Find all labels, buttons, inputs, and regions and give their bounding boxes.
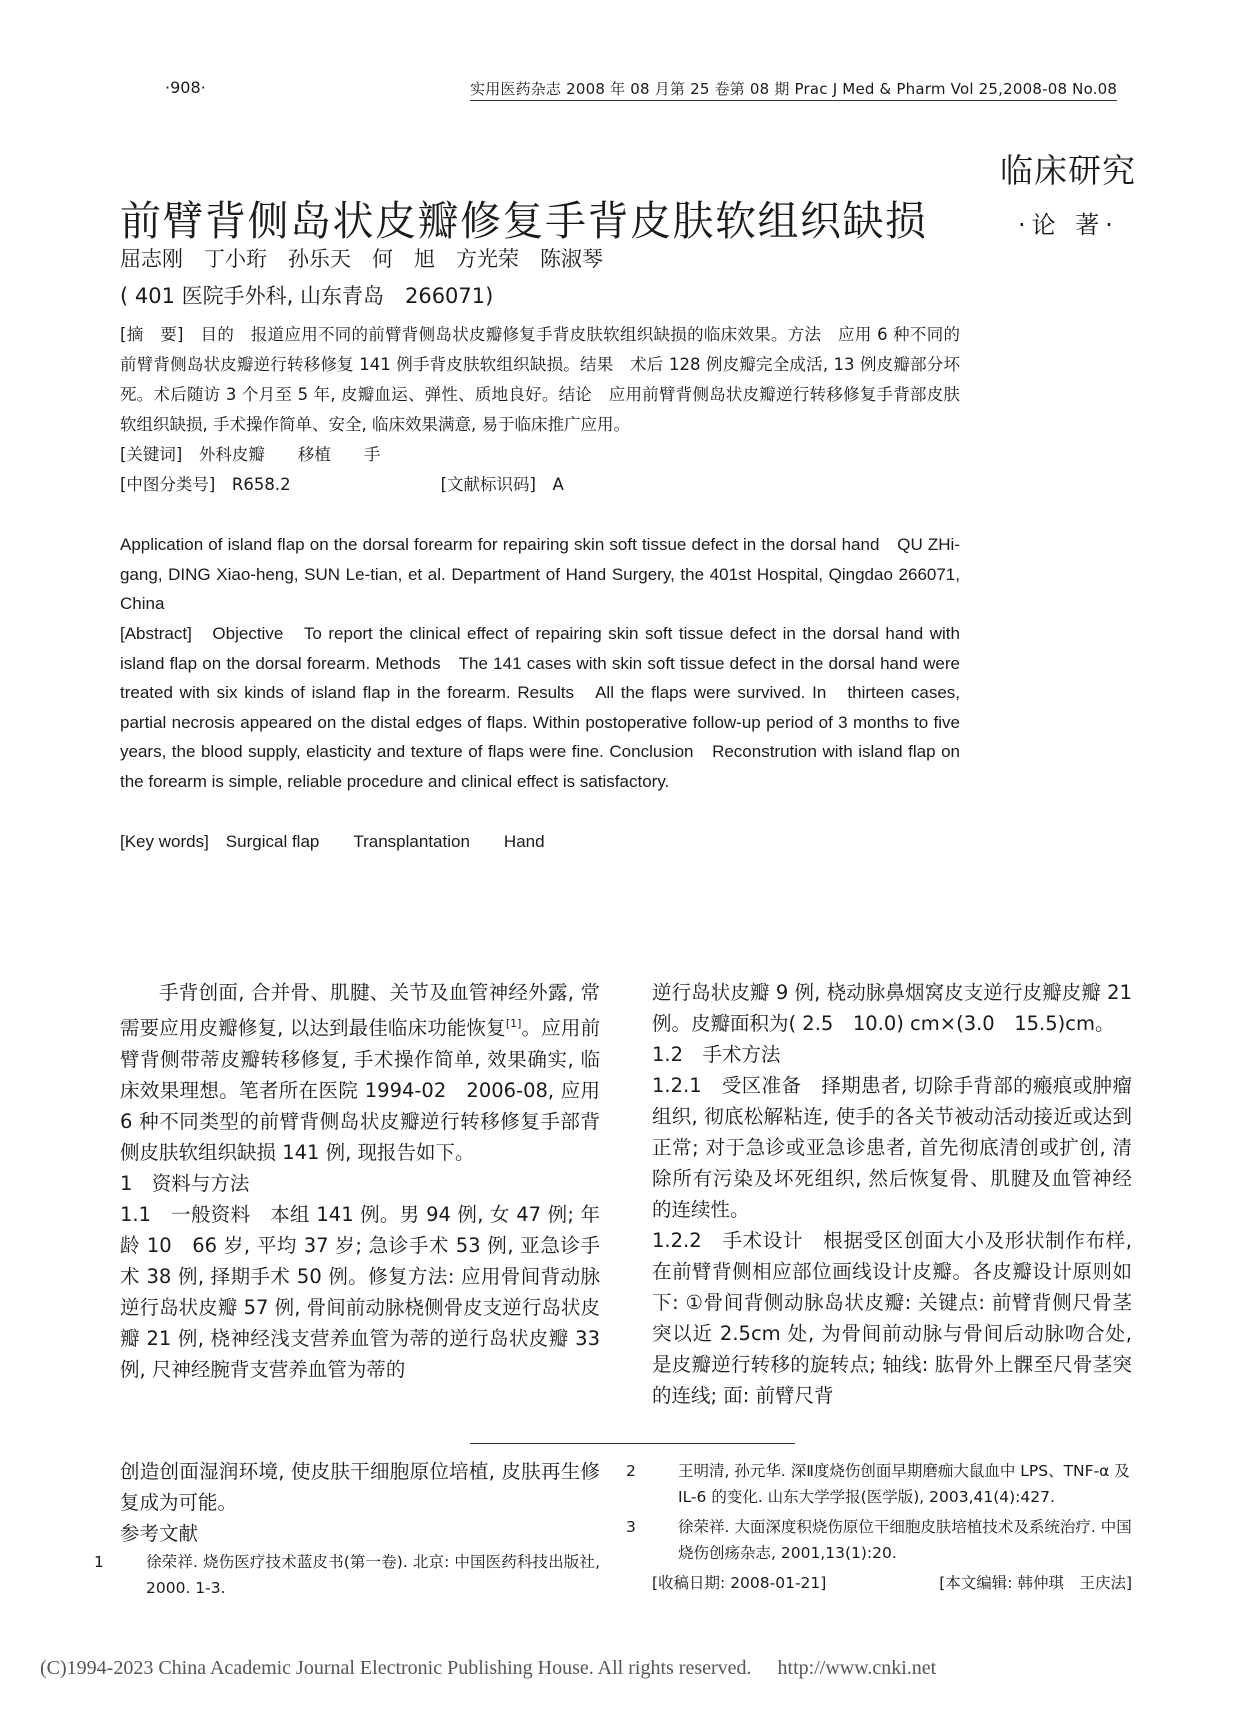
reference-item [626, 1514, 1132, 1566]
reference-number: 2 [626, 1462, 636, 1480]
chinese-keywords: [关键词] 外科皮瓣 移植 手 [120, 445, 381, 464]
affiliation: ( 401 医院手外科, 山东青岛 266071) [120, 284, 494, 308]
reference-text: 徐荣祥. 大面深度积烧伤原位干细胞皮肤培植技术及系统治疗. 中国烧伤创疡杂志, 2001,13(1):20. [678, 1518, 1132, 1562]
document-code: [文献标识码] A [440, 475, 564, 494]
reference-number: 3 [626, 1518, 636, 1536]
footnote-divider [470, 1443, 795, 1444]
editor-credit: [本文编辑: 韩仲琪 王庆法] [939, 1574, 1132, 1592]
intro-text-b: 。应用前臂背侧带蒂皮瓣转移修复, 手术操作简单, 效果确实, 临床效果理想。笔者所在医院 1994-02 2006-08, 应用 6 种不同类型的前臂背侧岛状皮瓣逆行转移修复手部背侧皮肤软组织缺损 141 例, 现报告如下。 [120, 1016, 600, 1164]
paragraph-continued: 逆行岛状皮瓣 9 例, 桡动脉鼻烟窝皮支逆行皮瓣皮瓣 21 例。皮瓣面积为( 2.5 10.0) cm×(3.0 15.5)cm。 [652, 981, 1132, 1035]
body-left-column [120, 977, 600, 1385]
intro-paragraph [120, 977, 600, 1168]
reference-text: 徐荣祥. 烧伤医疗技术蓝皮书(第一卷). 北京: 中国医药科技出版社, 2000. 1-3. [146, 1553, 600, 1597]
lower-right-column [626, 1458, 1132, 1596]
english-title-authors: Application of island flap on the dorsal forearm for repairing skin soft tissue defect in the dorsal hand QU ZHi-gang, DING Xiao-heng, SUN Le-tian, et al. Department of Hand Surgery, the 401st Hospital, Qingdao 266071, China [120, 535, 960, 613]
reference-text: 王明清, 孙元华. 深Ⅱ度烧伤创面早期磨痂大鼠血中 LPS、TNF-α 及 IL-6 的变化. 山东大学学报(医学版), 2003,41(4):427. [678, 1462, 1130, 1506]
footer-url[interactable]: http://www.cnki.net [777, 1657, 937, 1679]
body-right-column [652, 977, 1132, 1411]
reference-number: 1 [94, 1553, 104, 1571]
lower-left-column [94, 1456, 600, 1601]
received-date: [收稿日期: 2008-01-21] [652, 1574, 827, 1592]
chinese-abstract: [摘 要] 目的 报道应用不同的前臂背侧岛状皮瓣修复手背皮肤软组织缺损的临床效果。方法 应用 6 种不同的前臂背侧岛状皮瓣逆行转移修复 141 例手背皮肤软组织缺损。结果 术后 128 例皮瓣完全成活, 13 例皮瓣部分坏死。术后随访 3 个月至 5 年, 皮瓣血运、弹性、质地良好。结论 应用前臂背侧岛状皮瓣逆行转移修复手背部皮肤软组织缺损, 手术操作简单、安全, 临床效果满意, 易于临床推广应用。 [120, 325, 960, 434]
section-heading-1: 1 资料与方法 [120, 1171, 250, 1195]
paragraph-1-1: 1.1 一般资料 本组 141 例。男 94 例, 女 47 例; 年龄 10 66 岁, 平均 37 岁; 急诊手术 53 例, 亚急诊手术 38 例, 择期手术 50 例。修复方法: 应用骨间背动脉逆行岛状皮瓣 57 例, 骨间前动脉桡侧骨皮支逆行岛状皮瓣 21 例, 桡神经浅支营养血管为蒂的逆行岛状皮瓣 33 例, 尺神经腕背支营养血管为蒂的 [120, 1202, 600, 1381]
copyright-footer [40, 1657, 936, 1680]
intro-text-a: 手背创面, 合并骨、肌腱、关节及血管神经外露, 常需要应用皮瓣修复, 以达到最佳临床功能恢复 [120, 981, 600, 1040]
article-type: ·论 著· [1018, 211, 1119, 239]
previous-article-tail: 创造创面湿润环境, 使皮肤干细胞原位培植, 皮肤再生修复成为可能。 [120, 1460, 600, 1514]
classification-line [120, 471, 564, 495]
reference-item [94, 1549, 600, 1601]
english-keywords: [Key words] Surgical flap Transplantation Hand [120, 832, 545, 851]
article-title: 前臂背侧岛状皮瓣修复手背皮肤软组织缺损 [120, 197, 928, 245]
section-tag: 临床研究 [1000, 151, 1136, 190]
english-abstract: [Abstract] Objective To report the clinical effect of repairing skin soft tissue defect in the dorsal hand with island flap on the dorsal forearm. Methods The 141 cases with skin soft tissue defect in the dorsal hand were treated with six kinds of island flap in the forearm. Results All the flaps were survived. In thirteen cases, partial necrosis appeared on the distal edges of flaps. Within postoperative follow-up period of 3 months to five years, the blood supply, elasticity and texture of flaps were fine. Conclusion Reconstrution with island flap on the forearm is simple, reliable procedure and clinical effect is satisfactory. [120, 624, 960, 791]
copyright-text: (C)1994-2023 China Academic Journal Electronic Publishing House. All rights reserved. [40, 1657, 752, 1679]
paragraph-1-2-1: 1.2.1 受区准备 择期患者, 切除手背部的瘢痕或肿瘤组织, 彻底松解粘连, 使手的各关节被动活动接近或达到正常; 对于急诊或亚急诊患者, 首先彻底清创或扩创, 清除所有污染及坏死组织, 然后恢复骨、肌腱及血管神经的连续性。 [652, 1074, 1132, 1221]
page-number: ·908· [165, 78, 206, 97]
reference-item [626, 1458, 1132, 1510]
section-heading-1-2: 1.2 手术方法 [652, 1043, 781, 1066]
citation-ref: [1] [505, 1017, 522, 1030]
references-heading: 参考文献 [120, 1522, 199, 1545]
authors: 屈志刚 丁小珩 孙乐天 何 旭 方光荣 陈淑琴 [120, 247, 603, 271]
journal-header: 实用医药杂志 2008 年 08 月第 25 卷第 08 期 Prac J Med & Pharm Vol 25,2008-08 No.08 [470, 78, 1117, 101]
paragraph-1-2-2: 1.2.2 手术设计 根据受区创面大小及形状制作布样, 在前臂背侧相应部位画线设计皮瓣。各皮瓣设计原则如下: ①骨间背侧动脉岛状皮瓣: 关键点: 前臂背侧尺骨茎突以近 2.5cm 处, 为骨间前动脉与骨间后动脉吻合处, 是皮瓣逆行转移的旋转点; 轴线: 肱骨外上髁至尺骨茎突的连线; 面: 前臂尺背 [652, 1229, 1132, 1407]
clc-number: [中图分类号] R658.2 [120, 475, 291, 494]
article-meta-line [652, 1570, 1132, 1596]
